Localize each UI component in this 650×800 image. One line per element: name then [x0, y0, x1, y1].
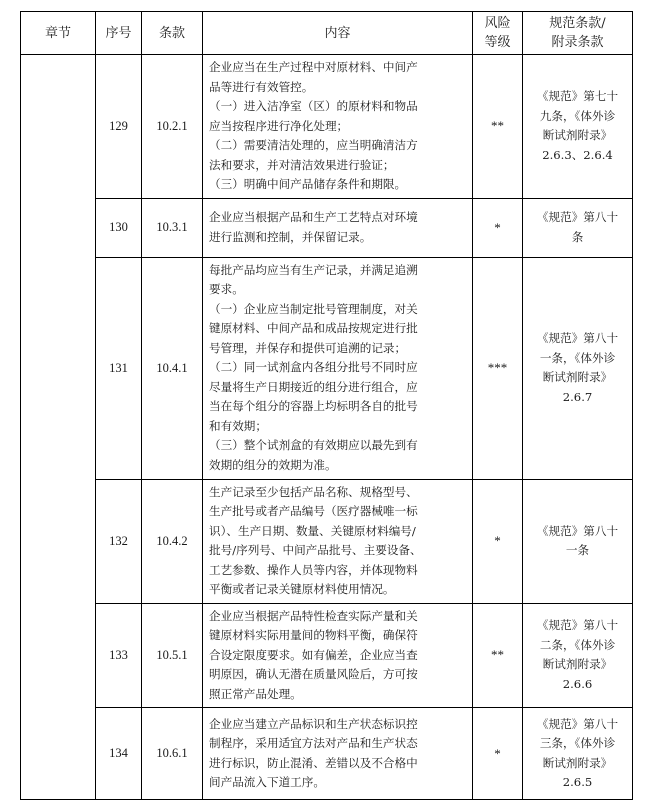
row-content: [203, 198, 473, 257]
row-clause: 10.6.1: [142, 708, 203, 800]
content-line: （一）企业应当制定批号管理制度，对关: [209, 301, 418, 316]
content-line: 生产批号或者产品编号（医疗器械唯一标: [209, 504, 418, 518]
content-line: 号管理，并保存和提供可追溯的记录；: [209, 340, 407, 355]
row-risk-level: *: [473, 198, 523, 257]
content-line: 批号/序列号、中间产品批号、主要设备、: [209, 543, 422, 557]
content-line: 工艺参数、操作人员等内容，并体现物料: [209, 562, 418, 577]
content-line: 企业应当在生产过程中对原材料、中间产: [209, 60, 418, 74]
table-row: [21, 198, 633, 257]
header-clause: 条款: [142, 12, 203, 55]
table-body: [21, 55, 633, 800]
table-row: [21, 708, 633, 800]
content-line: 识）、生产日期、数量、关键原材料编号/: [209, 523, 416, 538]
row-number: 133: [96, 603, 142, 708]
content-line: （一）进入洁净室（区）的原材料和物品: [209, 99, 418, 113]
reference-line: 2.6.5: [562, 775, 593, 789]
header-number: 序号: [96, 12, 142, 55]
row-reference: [523, 198, 633, 257]
table-row: [21, 55, 633, 199]
row-number: 129: [96, 55, 142, 199]
row-content: [203, 708, 473, 800]
content-line: 进行标识，防止混淆、差错以及不合格中: [209, 755, 418, 770]
header-risk-line2: 等级: [484, 35, 511, 50]
reference-line: 《规范》第八十: [536, 331, 619, 345]
table-row: [21, 603, 633, 708]
reference-line: 断试剂附录》: [542, 657, 613, 672]
row-number: 131: [96, 257, 142, 479]
reference-line: 《规范》第八十: [536, 618, 619, 633]
content-line: 企业应当根据产品特性检查实际产量和关: [209, 608, 418, 623]
reference-line: 一条，《体外诊: [539, 350, 616, 365]
content-line: 平衡或者记录关键原材料使用情况。: [209, 582, 395, 596]
content-line: 应当按程序进行净化处理；: [209, 118, 349, 133]
row-reference: [523, 708, 633, 800]
row-content: [203, 257, 473, 479]
content-line: 照正常产品处理。: [209, 686, 302, 701]
header-chapter: 章节: [21, 12, 96, 55]
row-clause: 10.3.1: [142, 198, 203, 257]
reference-line: 《规范》第八十: [536, 210, 619, 224]
reference-line: 《规范》第八十: [536, 716, 619, 731]
row-number: 130: [96, 198, 142, 257]
content-line: 企业应当根据产品和生产工艺特点对环境: [209, 210, 418, 224]
content-line: （三）明确中间产品储存条件和期限。: [209, 177, 407, 191]
requirements-table: [20, 11, 633, 800]
content-line: 合设定限度要求。如有偏差，企业应当查: [209, 647, 418, 662]
header-reference: [523, 12, 633, 55]
chapter-cell: [21, 55, 96, 800]
header-ref-line2: 附录条款: [551, 35, 604, 50]
row-number: 132: [96, 479, 142, 603]
header-row: [21, 12, 633, 55]
content-line: 尽量将生产日期接近的组分进行组合，应: [209, 379, 418, 394]
row-clause: 10.4.1: [142, 257, 203, 479]
content-line: 明原因，确认无潜在质量风险后，方可按: [209, 667, 418, 681]
content-line: 法和要求，并对清洁效果进行验证；: [209, 157, 395, 172]
reference-line: 《规范》第八十: [536, 523, 619, 538]
reference-line: 断试剂附录》: [542, 755, 613, 770]
content-line: （三）整个试剂盒的有效期应以最先到有: [209, 438, 418, 453]
content-line: （二）同一试剂盒内各组分批号不同时应: [209, 360, 418, 375]
row-content: [203, 55, 473, 199]
header-ref-line1: 规范条款/: [549, 16, 606, 31]
reference-line: 断试剂附录》: [542, 128, 613, 143]
reference-line: 条: [571, 229, 584, 244]
reference-line: 2.6.7: [562, 389, 593, 404]
reference-line: 《规范》第七十: [536, 89, 619, 104]
row-clause: 10.4.2: [142, 479, 203, 603]
content-line: 键原材料实际用量间的物料平衡，确保符: [209, 628, 418, 642]
row-risk-level: *: [473, 479, 523, 603]
header-risk-level: [473, 12, 523, 55]
content-line: （二）需要清洁处理的，应当明确清洁方: [209, 138, 418, 152]
row-reference: [523, 479, 633, 603]
row-content: [203, 603, 473, 708]
content-line: 效期的组分的效期为准。: [209, 457, 337, 472]
content-line: 生产记录至少包括产品名称、规格型号、: [209, 484, 418, 499]
reference-line: 2.6.3、2.6.4: [542, 147, 613, 162]
row-risk-level: ***: [473, 257, 523, 479]
table-row: [21, 257, 633, 479]
row-risk-level: *: [473, 708, 523, 800]
row-clause: 10.5.1: [142, 603, 203, 708]
content-line: 要求。: [209, 282, 244, 297]
content-line: 当在每个组分的容器上均标明各自的批号: [209, 399, 418, 414]
content-line: 间产品流入下道工序。: [209, 775, 325, 789]
content-line: 企业应当建立产品标识和生产状态标识控: [209, 716, 418, 731]
row-risk-level: **: [473, 603, 523, 708]
reference-line: 二条，《体外诊: [539, 637, 616, 652]
row-reference: [523, 257, 633, 479]
header-content: 内容: [203, 12, 473, 55]
table-row: [21, 479, 633, 603]
row-risk-level: **: [473, 55, 523, 199]
reference-line: 2.6.6: [562, 676, 593, 691]
content-line: 进行监测和控制，并保留记录。: [209, 229, 372, 244]
header-risk-line1: 风险: [484, 16, 511, 31]
content-line: 每批产品均应当有生产记录，并满足追溯: [209, 262, 418, 277]
reference-line: 断试剂附录》: [542, 370, 613, 384]
reference-line: 一条: [565, 543, 590, 557]
row-reference: [523, 55, 633, 199]
content-line: 键原材料、中间产品和成品按规定进行批: [209, 321, 418, 336]
reference-line: 三条，《体外诊: [539, 736, 616, 750]
row-number: 134: [96, 708, 142, 800]
row-content: [203, 479, 473, 603]
content-line: 和有效期；: [209, 418, 267, 433]
content-line: 品等进行有效管控。: [209, 79, 314, 94]
reference-line: 九条，《体外诊: [539, 108, 616, 123]
row-reference: [523, 603, 633, 708]
row-clause: 10.2.1: [142, 55, 203, 199]
content-line: 制程序，采用适宜方法对产品和生产状态: [209, 736, 418, 750]
